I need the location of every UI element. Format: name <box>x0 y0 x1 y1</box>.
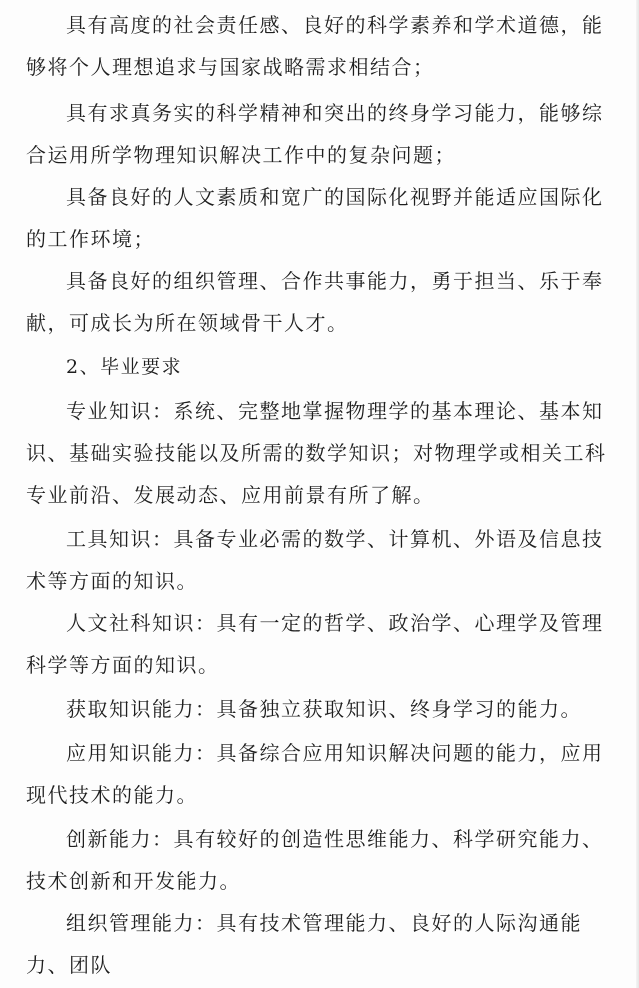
paragraph-organization-management: 具备良好的组织管理、合作共事能力，勇于担当、乐于奉献，可成长为所在领域骨干人才。 <box>26 269 604 335</box>
requirement-innovation: 创新能力：具有较好的创造性思维能力、科学研究能力、技术创新和开发能力。 <box>26 827 604 893</box>
requirement-professional-knowledge: 专业知识：系统、完整地掌握物理学的基本理论、基本知识、基础实验技能以及所需的数学知识；对物理学或相关工科专业前沿、发展动态、应用前景有所了解。 <box>26 399 607 507</box>
section-heading-graduation-requirements: 2、毕业要求 <box>66 356 183 378</box>
paragraph-international-vision: 具备良好的人文素质和宽广的国际化视野并能适应国际化的工作环境； <box>26 185 604 251</box>
requirement-humanities-knowledge: 人文社科知识：具有一定的哲学、政治学、心理学及管理科学等方面的知识。 <box>26 611 604 677</box>
requirement-knowledge-acquisition: 获取知识能力：具备独立获取知识、终身学习的能力。 <box>66 697 582 721</box>
paragraph-scientific-spirit: 具有求真务实的科学精神和突出的终身学习能力，能够综合运用所学物理知识解决工作中的复杂问题； <box>26 101 604 167</box>
requirement-organization-management: 组织管理能力：具有技术管理能力、良好的人际沟通能力、团队 <box>26 911 582 977</box>
requirement-tool-knowledge: 工具知识：具备专业必需的数学、计算机、外语及信息技术等方面的知识。 <box>26 527 604 593</box>
paragraph-social-responsibility: 具有高度的社会责任感、良好的科学素养和学术道德，能够将个人理想追求与国家战略需求相结合； <box>26 13 604 79</box>
requirement-knowledge-application: 应用知识能力：具备综合应用知识解决问题的能力，应用现代技术的能力。 <box>26 741 604 807</box>
